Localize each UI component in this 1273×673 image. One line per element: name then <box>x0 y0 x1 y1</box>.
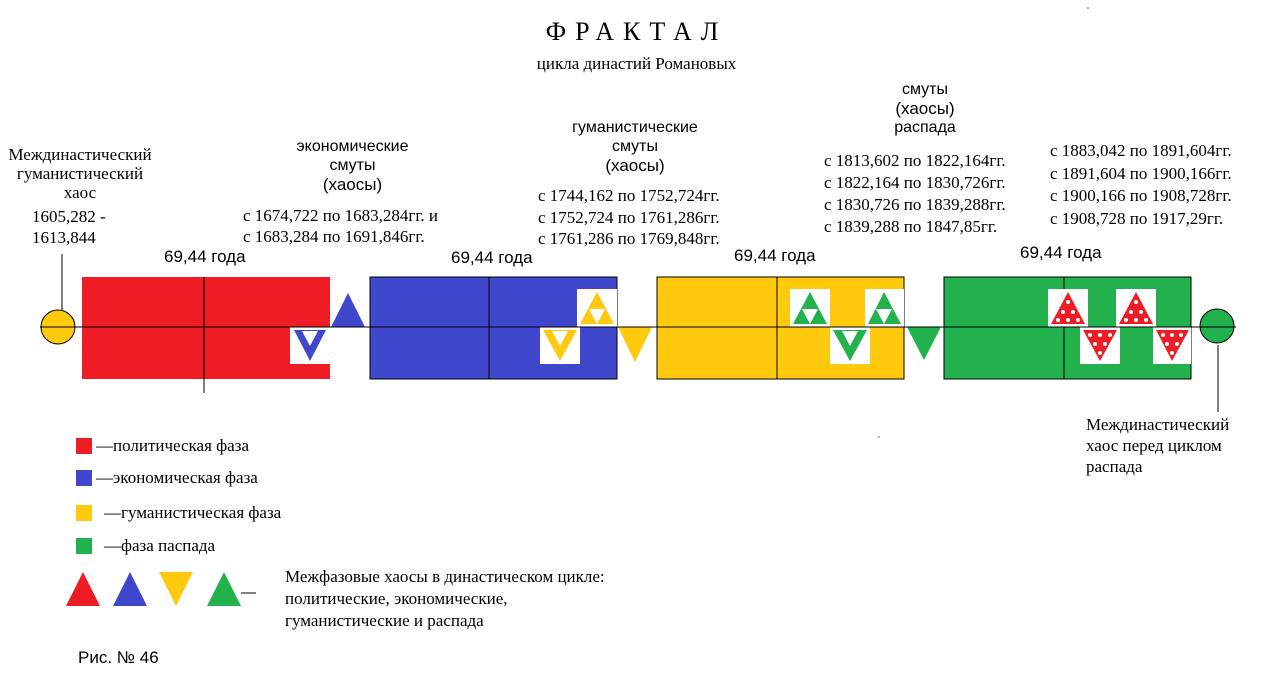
left-chaos-line: гуманистический <box>16 164 144 183</box>
decay-smuty-date: с 1830,726 по 1839,288гг. <box>824 195 1006 214</box>
decay-smuty-date: с 1839,288 по 1847,85гг. <box>824 217 998 236</box>
economic-smuty-line: смуты <box>329 157 376 174</box>
right-chaos-label <box>1086 414 1229 477</box>
final-date: с 1891,604 по 1900,166гг. <box>1050 163 1232 183</box>
diagram-subtitle: цикла династий Романовых <box>536 54 737 73</box>
duration-label-2: 69,44 года <box>451 248 533 267</box>
stray-dot <box>878 436 880 438</box>
economic-chaos-triangle <box>331 293 365 327</box>
right-chaos-line: Междинастический <box>1086 415 1230 434</box>
final-date: с 1900,166 по 1908,728гг. <box>1050 186 1232 205</box>
left-chaos-line: Междинастический <box>8 145 152 164</box>
legend-economic-swatch <box>76 470 92 486</box>
legend-humanistic-label: —гуманистическая фаза <box>104 503 282 522</box>
legend-decay-label: —фаза паспада <box>104 536 216 555</box>
humanistic-chaos-triangle <box>618 327 652 362</box>
diagram-title: ФРАКТАЛ <box>545 17 728 46</box>
right-chaos-line: хаос перед циклом <box>1086 436 1222 455</box>
economic-smuty-line: (хаосы) <box>322 175 383 194</box>
stray-dot <box>1087 7 1089 9</box>
triangles-note-line: политические, экономические, <box>285 589 508 608</box>
legend-economic-triangle <box>113 572 147 606</box>
humanistic-smuty-date: с 1761,286 по 1769,848гг. <box>538 229 720 248</box>
legend-political-label: —политическая фаза <box>96 436 249 455</box>
figure-label: Рис. № 46 <box>78 648 159 667</box>
economic-smuty-line: экономические <box>296 138 409 155</box>
decay-smuty-line: распада <box>894 119 956 136</box>
humanistic-smuty-line: смуты <box>611 138 658 155</box>
legend-decay-swatch <box>76 538 92 554</box>
decay-smuty-line: (хаосы) <box>895 99 955 118</box>
triangles-note-line: Межфазовые хаосы в династическом цикле: <box>285 567 605 586</box>
duration-label-1: 69,44 года <box>164 247 246 266</box>
triangles-note <box>285 566 605 632</box>
left-chaos-date: 1613,844 <box>32 228 96 247</box>
humanistic-smuty-line: (хаосы) <box>605 156 665 175</box>
duration-label-3: 69,44 года <box>734 246 816 265</box>
left-chaos-date: 1605,282 - <box>32 207 106 226</box>
final-date: с 1883,042 по 1891,604гг. <box>1050 141 1232 160</box>
final-date: с 1908,728 по 1917,29гг. <box>1050 208 1224 228</box>
right-chaos-circle <box>1200 309 1234 343</box>
humanistic-smuty-date: с 1752,724 по 1761,286гг. <box>538 207 720 227</box>
decay-smuty-date: с 1813,602 по 1822,164гг. <box>824 151 1006 170</box>
economic-smuty-date: с 1674,722 по 1683,284гг. и <box>243 206 439 225</box>
left-chaos-line: хаос <box>63 183 97 202</box>
economic-smuty-date: с 1683,284 по 1691,846гг. <box>243 227 425 246</box>
decay-smuty-line: смуты <box>901 81 948 98</box>
triangles-note-line: гуманистические и распада <box>285 611 484 630</box>
humanistic-smuty-date: с 1744,162 по 1752,724гг. <box>538 186 720 205</box>
legend-humanistic-triangle <box>159 572 193 606</box>
legend-humanistic-swatch <box>76 505 92 521</box>
legend-economic-label: —экономическая фаза <box>96 468 258 487</box>
humanistic-smuty-line: гуманистические <box>572 119 698 136</box>
legend-decay-triangle <box>207 572 241 606</box>
duration-label-4: 69,44 года <box>1020 243 1102 262</box>
legend-political-swatch <box>76 438 92 454</box>
legend-political-triangle <box>66 572 100 606</box>
decay-chaos-triangle <box>907 327 941 360</box>
right-chaos-line: распада <box>1086 457 1143 476</box>
decay-smuty-date: с 1822,164 по 1830,726гг. <box>824 173 1006 192</box>
